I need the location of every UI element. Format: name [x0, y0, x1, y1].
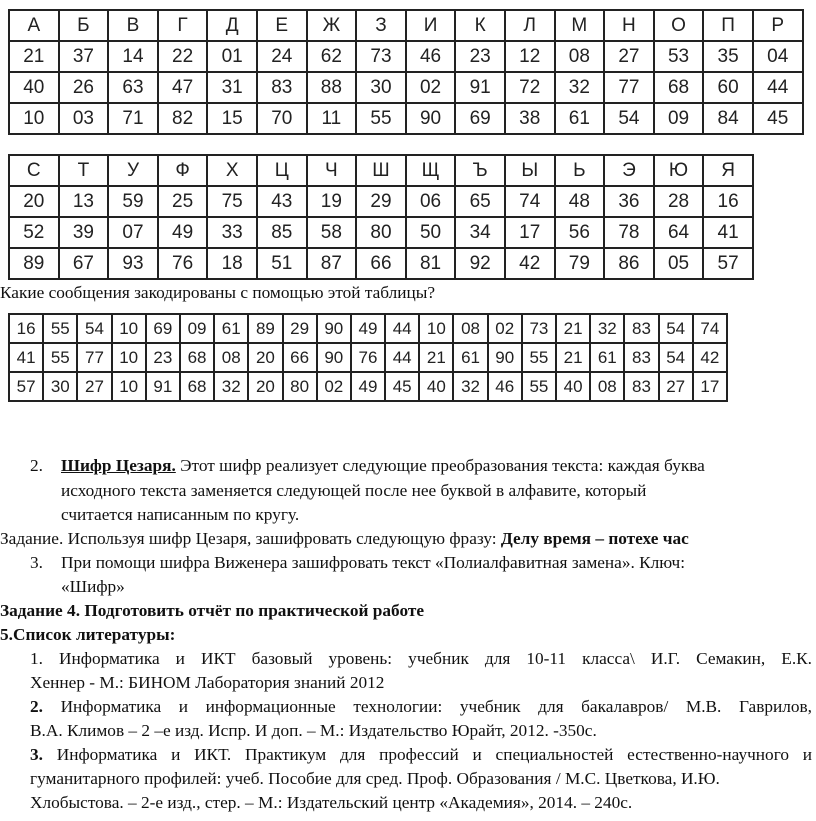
table-cell: Ж	[307, 10, 357, 41]
table-cell: 50	[406, 217, 456, 248]
table-cell: 89	[9, 248, 59, 279]
table-cell: О	[654, 10, 704, 41]
table-cell: 40	[419, 372, 453, 401]
table-cell: 22	[158, 41, 208, 72]
table-cell: 66	[283, 343, 317, 372]
table-cell: 55	[43, 314, 77, 343]
table-row	[9, 314, 727, 343]
table-cell: 11	[307, 103, 357, 134]
reference-1-number: 1.	[30, 649, 43, 668]
table-cell: Ъ	[455, 155, 505, 186]
task2-assignment-phrase: Делу время – потехе час	[500, 529, 689, 548]
task2-number: 2.	[30, 456, 43, 475]
table-cell: 82	[158, 103, 208, 134]
reference-3-line2: гуманитарного профилей: учеб. Пособие для сред. Проф. Образования / М.С. Цветкова, И.Ю.	[30, 769, 720, 788]
table-cell: 21	[556, 343, 590, 372]
table-cell: 61	[453, 343, 487, 372]
reference-3-number: 3.	[30, 745, 43, 764]
table-cell: 90	[406, 103, 456, 134]
table-cell: 69	[146, 314, 180, 343]
reference-1-line1	[30, 648, 812, 670]
table-cell: 61	[590, 343, 624, 372]
table-cell: З	[356, 10, 406, 41]
table-cell: 42	[693, 343, 727, 372]
table-cell: 76	[158, 248, 208, 279]
table-cell: 10	[9, 103, 59, 134]
table-cell: 52	[9, 217, 59, 248]
table-cell: 24	[257, 41, 307, 72]
table-cell: 27	[77, 372, 111, 401]
table-cell: 46	[488, 372, 522, 401]
reference-2-line1	[30, 696, 812, 718]
reference-2-text: Информатика и информационные технологии: учебник для бакалавров/ М.В. Гаврилов,	[60, 697, 812, 716]
table-cell: 31	[207, 72, 257, 103]
table-cell: Л	[505, 10, 555, 41]
table-cell: 56	[555, 217, 605, 248]
table-cell: 60	[703, 72, 753, 103]
table-cell: 02	[488, 314, 522, 343]
table-cell: 72	[505, 72, 555, 103]
table-cell: 78	[604, 217, 654, 248]
table-cell: И	[406, 10, 456, 41]
table-cell: 02	[317, 372, 351, 401]
table-cell: 20	[248, 343, 282, 372]
task4-heading: Задание 4. Подготовить отчёт по практической работе	[0, 601, 425, 620]
table-cell: 77	[77, 343, 111, 372]
table-cell: 92	[455, 248, 505, 279]
table-cell: Э	[604, 155, 654, 186]
table-cell: 51	[257, 248, 307, 279]
table-cell: 21	[556, 314, 590, 343]
table-cell: Г	[158, 10, 208, 41]
table-cell: 15	[207, 103, 257, 134]
table-cell: 59	[108, 186, 158, 217]
table-cell: 30	[356, 72, 406, 103]
table-cell: 70	[257, 103, 307, 134]
table-cell: 12	[505, 41, 555, 72]
table-cell: 49	[351, 372, 385, 401]
table-cell: 53	[654, 41, 704, 72]
table-cell: 71	[108, 103, 158, 134]
table-cell: У	[108, 155, 158, 186]
table-cell: 08	[214, 343, 248, 372]
table-cell: 81	[406, 248, 456, 279]
table-cell: 10	[112, 343, 146, 372]
table-cell: Б	[59, 10, 109, 41]
reference-2-line2: В.А. Климов – 2 –е изд. Испр. И доп. – М.: Издательство Юрайт, 2012. -350с.	[30, 721, 597, 740]
table-cell: 27	[604, 41, 654, 72]
table-cell: 47	[158, 72, 208, 103]
table-cell: 02	[406, 72, 456, 103]
table-cell: 32	[555, 72, 605, 103]
table-cell: 08	[590, 372, 624, 401]
table-cell: 20	[9, 186, 59, 217]
table-cell: 67	[59, 248, 109, 279]
table-cell: 86	[604, 248, 654, 279]
table-cell: 68	[180, 343, 214, 372]
table-cell: Х	[207, 155, 257, 186]
table-cell: 54	[604, 103, 654, 134]
table-cell: 49	[158, 217, 208, 248]
task3-line1: При помощи шифра Виженера зашифровать текст «Полиалфавитная замена». Ключ:	[61, 553, 686, 572]
question-text: Какие сообщения закодированы с помощью этой таблицы?	[0, 283, 436, 302]
table-cell: 08	[453, 314, 487, 343]
table-cell: К	[455, 10, 505, 41]
table-cell: Ц	[257, 155, 307, 186]
table-cell: 10	[112, 372, 146, 401]
table-cell: 74	[505, 186, 555, 217]
reference-3-text: Информатика и ИКТ. Практикум для профессий и специальностей естественно-научного и	[56, 745, 812, 764]
table-cell: Ь	[555, 155, 605, 186]
table-cell: 34	[455, 217, 505, 248]
table-cell: 76	[351, 343, 385, 372]
table-cell: 83	[624, 343, 658, 372]
table-cell: 26	[59, 72, 109, 103]
table-cell: 01	[207, 41, 257, 72]
table-cell: М	[555, 10, 605, 41]
table-cell: 05	[654, 248, 704, 279]
table-cell: 41	[9, 343, 43, 372]
table-cell: Ы	[505, 155, 555, 186]
table-cell: 54	[77, 314, 111, 343]
table-row	[9, 72, 803, 103]
task2-title: Шифр Цезаря.	[61, 456, 176, 475]
table-row	[9, 103, 803, 134]
table-cell: Щ	[406, 155, 456, 186]
table-cell: 29	[283, 314, 317, 343]
table-cell: 32	[214, 372, 248, 401]
table-cell: 90	[488, 343, 522, 372]
table-cell: 80	[356, 217, 406, 248]
table-cell: 46	[406, 41, 456, 72]
table-cell: 42	[505, 248, 555, 279]
table-cell: 91	[455, 72, 505, 103]
table-cell: 19	[307, 186, 357, 217]
table-row	[9, 248, 753, 279]
table-cell: Р	[753, 10, 803, 41]
table-cell: 83	[257, 72, 307, 103]
cipher-table-1	[8, 9, 804, 135]
task3-line2: «Шифр»	[61, 577, 125, 596]
table-cell: 61	[555, 103, 605, 134]
table-cell: Ф	[158, 155, 208, 186]
table-cell: 23	[455, 41, 505, 72]
table-cell: А	[9, 10, 59, 41]
table-row	[9, 343, 727, 372]
table-cell: Ю	[654, 155, 704, 186]
table-cell: 88	[307, 72, 357, 103]
table-cell: 32	[590, 314, 624, 343]
table-cell: 90	[317, 343, 351, 372]
table-cell: 55	[356, 103, 406, 134]
table-cell: 30	[43, 372, 77, 401]
reference-2-number: 2.	[30, 697, 43, 716]
table-cell: 09	[654, 103, 704, 134]
table-cell: 21	[419, 343, 453, 372]
table-cell: 73	[356, 41, 406, 72]
task2-line1	[61, 455, 705, 477]
table-cell: 87	[307, 248, 357, 279]
table-cell: 75	[207, 186, 257, 217]
table-cell: 16	[703, 186, 753, 217]
table-cell: 85	[257, 217, 307, 248]
table-cell: 10	[112, 314, 146, 343]
table-cell: 84	[703, 103, 753, 134]
table-cell: 27	[659, 372, 693, 401]
table-cell: 35	[703, 41, 753, 72]
table-row	[9, 10, 803, 41]
table-cell: 29	[356, 186, 406, 217]
table-cell: 32	[453, 372, 487, 401]
table-cell: 23	[146, 343, 180, 372]
table-cell: 54	[659, 343, 693, 372]
table-cell: Я	[703, 155, 753, 186]
table-cell: 40	[556, 372, 590, 401]
table-cell: 64	[654, 217, 704, 248]
table-cell: 28	[654, 186, 704, 217]
table-cell: 93	[108, 248, 158, 279]
table-cell: 36	[604, 186, 654, 217]
table-cell: 57	[703, 248, 753, 279]
cipher-table-2	[8, 154, 754, 280]
table-cell: 74	[693, 314, 727, 343]
table-row	[9, 186, 753, 217]
table-cell: 21	[9, 41, 59, 72]
message-table	[8, 313, 728, 402]
table-cell: 90	[317, 314, 351, 343]
table-cell: 14	[108, 41, 158, 72]
table-cell: 65	[455, 186, 505, 217]
table-cell: 45	[753, 103, 803, 134]
table-cell: 18	[207, 248, 257, 279]
table-cell: 38	[505, 103, 555, 134]
table-cell: 57	[9, 372, 43, 401]
table-cell: 44	[753, 72, 803, 103]
table-row	[9, 217, 753, 248]
table-cell: 39	[59, 217, 109, 248]
table-cell: 06	[406, 186, 456, 217]
table-cell: 45	[385, 372, 419, 401]
table-cell: П	[703, 10, 753, 41]
table-cell: 55	[522, 343, 556, 372]
table-cell: 63	[108, 72, 158, 103]
table-cell: 43	[257, 186, 307, 217]
table-cell: 09	[180, 314, 214, 343]
table-cell: Е	[257, 10, 307, 41]
table-cell: 83	[624, 372, 658, 401]
table-row	[9, 41, 803, 72]
table-cell: 44	[385, 343, 419, 372]
table-cell: 54	[659, 314, 693, 343]
reference-3-line3: Хлобыстова. – 2-е изд., стер. – М.: Издательский центр «Академия», 2014. – 240с.	[30, 793, 633, 812]
table-cell: 40	[9, 72, 59, 103]
table-cell: 61	[214, 314, 248, 343]
table-cell: 68	[180, 372, 214, 401]
table-cell: 20	[248, 372, 282, 401]
table-cell: 17	[693, 372, 727, 401]
table-cell: 91	[146, 372, 180, 401]
table-cell: 41	[703, 217, 753, 248]
task2-line2: исходного текста заменяется следующей после нее буквой в алфавите, который	[61, 481, 647, 500]
table-cell: Т	[59, 155, 109, 186]
table-cell: Ч	[307, 155, 357, 186]
table-cell: Н	[604, 10, 654, 41]
table-cell: 37	[59, 41, 109, 72]
table-cell: 58	[307, 217, 357, 248]
table-cell: 07	[108, 217, 158, 248]
table-cell: 68	[654, 72, 704, 103]
table-cell: 49	[351, 314, 385, 343]
task2-line3: считается написанным по кругу.	[61, 505, 300, 524]
table-cell: С	[9, 155, 59, 186]
table-cell: 80	[283, 372, 317, 401]
references-heading: 5.Список литературы:	[0, 625, 176, 644]
task2-assignment	[0, 528, 689, 550]
table-row	[9, 372, 727, 401]
table-cell: 66	[356, 248, 406, 279]
table-cell: Ш	[356, 155, 406, 186]
task2-assignment-prefix: Задание. Используя шифр Цезаря, зашифровать следующую фразу:	[0, 529, 501, 548]
task3-number: 3.	[30, 553, 43, 572]
table-cell: 08	[555, 41, 605, 72]
reference-1-line2: Хеннер - М.: БИНОМ Лаборатория знаний 2012	[30, 673, 385, 692]
table-cell: 69	[455, 103, 505, 134]
table-cell: 77	[604, 72, 654, 103]
table-cell: 44	[385, 314, 419, 343]
table-cell: 03	[59, 103, 109, 134]
table-row	[9, 155, 753, 186]
table-cell: 89	[248, 314, 282, 343]
reference-1-text: Информатика и ИКТ базовый уровень: учебник для 10-11 класса\ И.Г. Семакин, Е.К.	[59, 649, 812, 668]
table-cell: 10	[419, 314, 453, 343]
table-cell: 17	[505, 217, 555, 248]
task2-text-line1: Этот шифр реализует следующие преобразования текста: каждая буква	[180, 456, 705, 475]
table-cell: 73	[522, 314, 556, 343]
table-cell: 79	[555, 248, 605, 279]
table-cell: 62	[307, 41, 357, 72]
table-cell: 16	[9, 314, 43, 343]
table-cell: Д	[207, 10, 257, 41]
table-cell: 48	[555, 186, 605, 217]
table-cell: 55	[522, 372, 556, 401]
table-cell: 25	[158, 186, 208, 217]
reference-3-line1	[30, 744, 812, 766]
table-cell: В	[108, 10, 158, 41]
table-cell: 55	[43, 343, 77, 372]
table-cell: 83	[624, 314, 658, 343]
table-cell: 04	[753, 41, 803, 72]
table-cell: 33	[207, 217, 257, 248]
table-cell: 13	[59, 186, 109, 217]
